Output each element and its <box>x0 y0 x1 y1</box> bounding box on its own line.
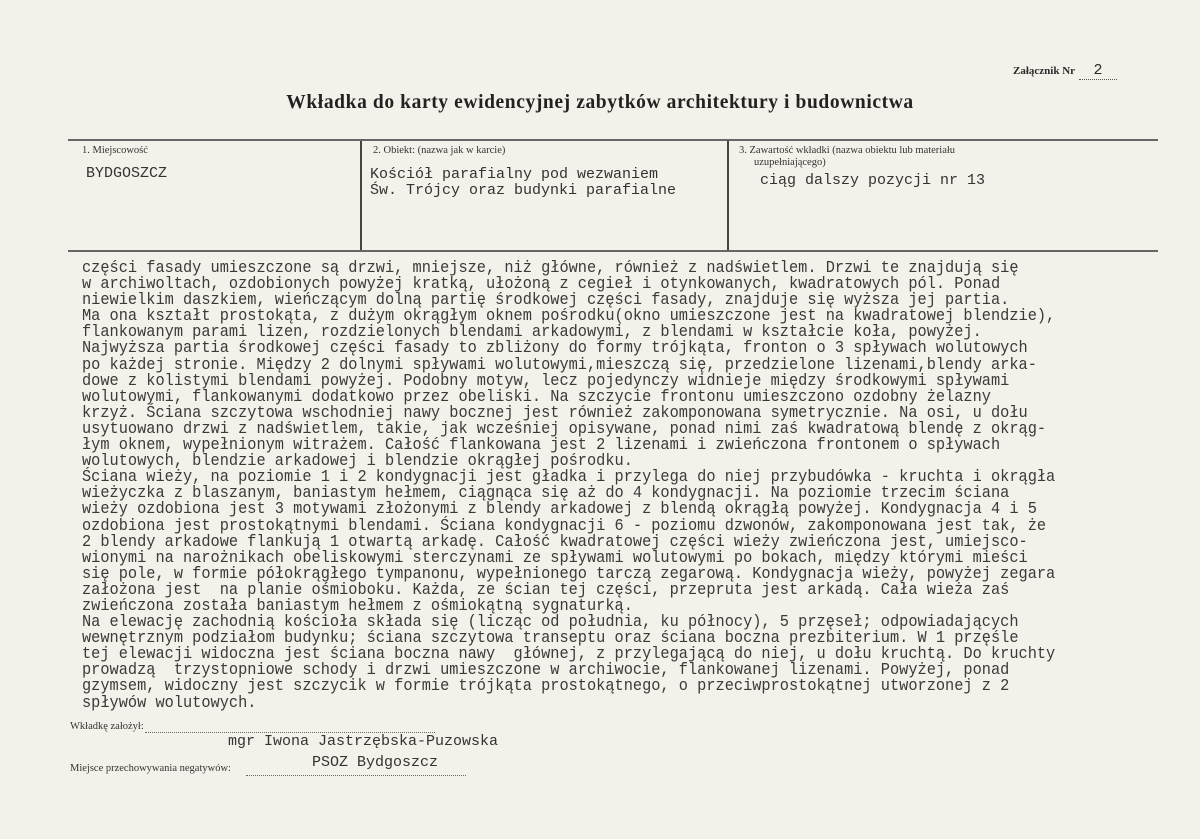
body-line: ozdobiona jest prostokątnymi blendami. Ściana kondygnacji 6 - poziomu dzwonów, zakomponowana jest tak, że <box>82 516 1047 536</box>
body-line: Najwyższa partia środkowej części fasady to zbliżony do formy trójkąta, fronton o 3 spływach wolutowych <box>82 339 1028 359</box>
body-line: dowe z kolistymi blendami powyżej. Podobny motyw, lecz pojedynczy widnieje między środkowymi spływami <box>82 371 1010 391</box>
contents-label: 3. Zawartość wkładki (nazwa obiektu lub materiału <box>739 145 956 156</box>
column-divider <box>360 141 362 250</box>
author-label: Wkładkę założył: <box>70 721 144 732</box>
description-body <box>82 261 1055 712</box>
body-line: wionymi na narożnikach obeliskowymi sterczynami ze spływami wolutowymi po bokach, między którymi mieści <box>82 548 1028 568</box>
body-line: wieży ozdobiona jest 3 motywami złożonymi z blendy arkadowej z blendą okrągłą powyżej. Kondygnacja 4 i 5 <box>82 500 1037 520</box>
column-divider <box>727 141 729 250</box>
body-line: krzyż. Ściana szczytowa wschodniej nawy bocznej jest również zakomponowana symetrycznie. Na osi, u dołu <box>82 403 1028 423</box>
body-line: prowadzą trzystopniowe schody i drzwi umieszczone w archiwocie, flankowanej lizenami. Powyżej, ponad <box>82 661 1010 681</box>
body-line: niewielkim daszkiem, wieńczącym dolną partię środkowej części fasady, znajduje się wyższa jej partia. <box>82 291 1010 311</box>
object-value-line: Św. Trójcy oraz budynki parafialne <box>370 182 677 199</box>
body-line: flankowanym parami lizen, rozdzielonych blendami arkadowymi, z blendami w kształcie koła, powyżej. <box>82 323 982 343</box>
body-line: się pole, w formie półokrągłego tympanonu, wypełnionego tarczą zegarową. Kondygnacja wieży, powyżej zegara <box>82 564 1056 584</box>
locality-value: BYDGOSZCZ <box>86 165 168 182</box>
document-title: Wkładka do karty ewidencyjnej zabytków architektury i budownictwa <box>286 92 914 113</box>
body-line: Na elewację zachodnią kościoła składa się (licząc od południa, ku północy), 5 przęseł; odpowiadających <box>82 613 1019 633</box>
body-line: łym oknem, wypełnionym witrażem. Całość flankowana jest 2 lizenami i zwieńczona frontonem o spływach <box>82 436 1001 456</box>
body-line: 2 blendy arkadowe flankują 1 otwartą arkadę. Całość kwadratowej części wieży zwieńczona jest, umiejsco- <box>82 532 1028 552</box>
object-label: 2. Obiekt: (nazwa jak w karcie) <box>373 145 506 156</box>
body-line: po każdej stronie. Między 2 dolnymi spływami wolutowymi,mieszczą się, przedzielone lizenami,blendy arka- <box>82 355 1037 375</box>
body-line: wolutowymi, flankowanymi dodatkowo przez obeliski. Na szczycie frontonu umieszczono ozdobny żelazny <box>82 387 991 407</box>
body-line: usytuowano drzwi z nadświetlem, takie, jak wcześniej opisywane, ponad nimi zaś kwadratową blendę z okrąg- <box>82 419 1047 439</box>
body-line: Ściana wieży, na poziomie 1 i 2 kondygnacji jest gładka i przylega do niej przybudówka - kruchta i okrągła <box>82 468 1056 488</box>
attachment-label: Załącznik Nr <box>1013 65 1076 77</box>
table-bottom-border <box>68 250 1158 252</box>
object-value-line: Kościół parafialny pod wezwaniem <box>370 166 659 183</box>
body-line: zwieńczona została baniastym hełmem z ośmiokątną sygnaturką. <box>82 596 633 616</box>
negatives-value: PSOZ Bydgoszcz <box>312 754 439 771</box>
locality-label: 1. Miejscowość <box>82 145 148 156</box>
attachment-number <box>1013 62 1117 80</box>
negatives-line <box>246 775 466 776</box>
body-line: Ma ona kształt prostokąta, z dużym okrągłym oknem pośrodku(okno umieszczone jest na kwadratowej blendzie), <box>82 307 1056 327</box>
body-line: wolutowych, blendzie arkadowej i blendzie okrągłej pośrodku. <box>82 452 633 472</box>
contents-value: ciąg dalszy pozycji nr 13 <box>760 172 986 189</box>
body-line: tej elewacji widoczna jest ściana boczna nawy głównej, z przylegającą do niej, u dołu kruchtą. Do kruchty <box>82 645 1056 665</box>
body-line: w archiwoltach, ozdobionych powyżej kratką, ułożoną z cegieł i otynkowanych, kwadratowych pól. Ponad <box>82 275 1001 295</box>
body-line: spływów wolutowych. <box>82 693 257 713</box>
body-line: wewnętrznym podziałom budynku; ściana szczytowa transeptu oraz ściana boczna prezbiterium. W 1 przęśle <box>82 629 1019 649</box>
contents-label: uzupełniającego) <box>754 157 826 168</box>
body-line: wieżyczka z blaszanym, baniastym hełmem, ciągnąca się aż do 4 kondygnacji. Na poziomie trzecim ściana <box>82 484 1010 504</box>
body-line: gzymsem, widoczny jest szczycik w formie trójkąta prostokątnego, o przeciwprostokątnej utworzonej z 2 <box>82 677 1010 697</box>
negatives-label: Miejsce przechowywania negatywów: <box>70 763 231 774</box>
body-line: założona jest na planie ośmioboku. Każda, ze ścian tej części, przepruta jest arkadą. Cała wieża zaś <box>82 580 1010 600</box>
table-top-border <box>68 139 1158 141</box>
attachment-number-value: 2 <box>1079 62 1117 80</box>
author-value: mgr Iwona Jastrzębska-Puzowska <box>228 733 499 750</box>
body-line: części fasady umieszczone są drzwi, mniejsze, niż główne, również z nadświetlem. Drzwi te znajdują się <box>82 259 1019 278</box>
